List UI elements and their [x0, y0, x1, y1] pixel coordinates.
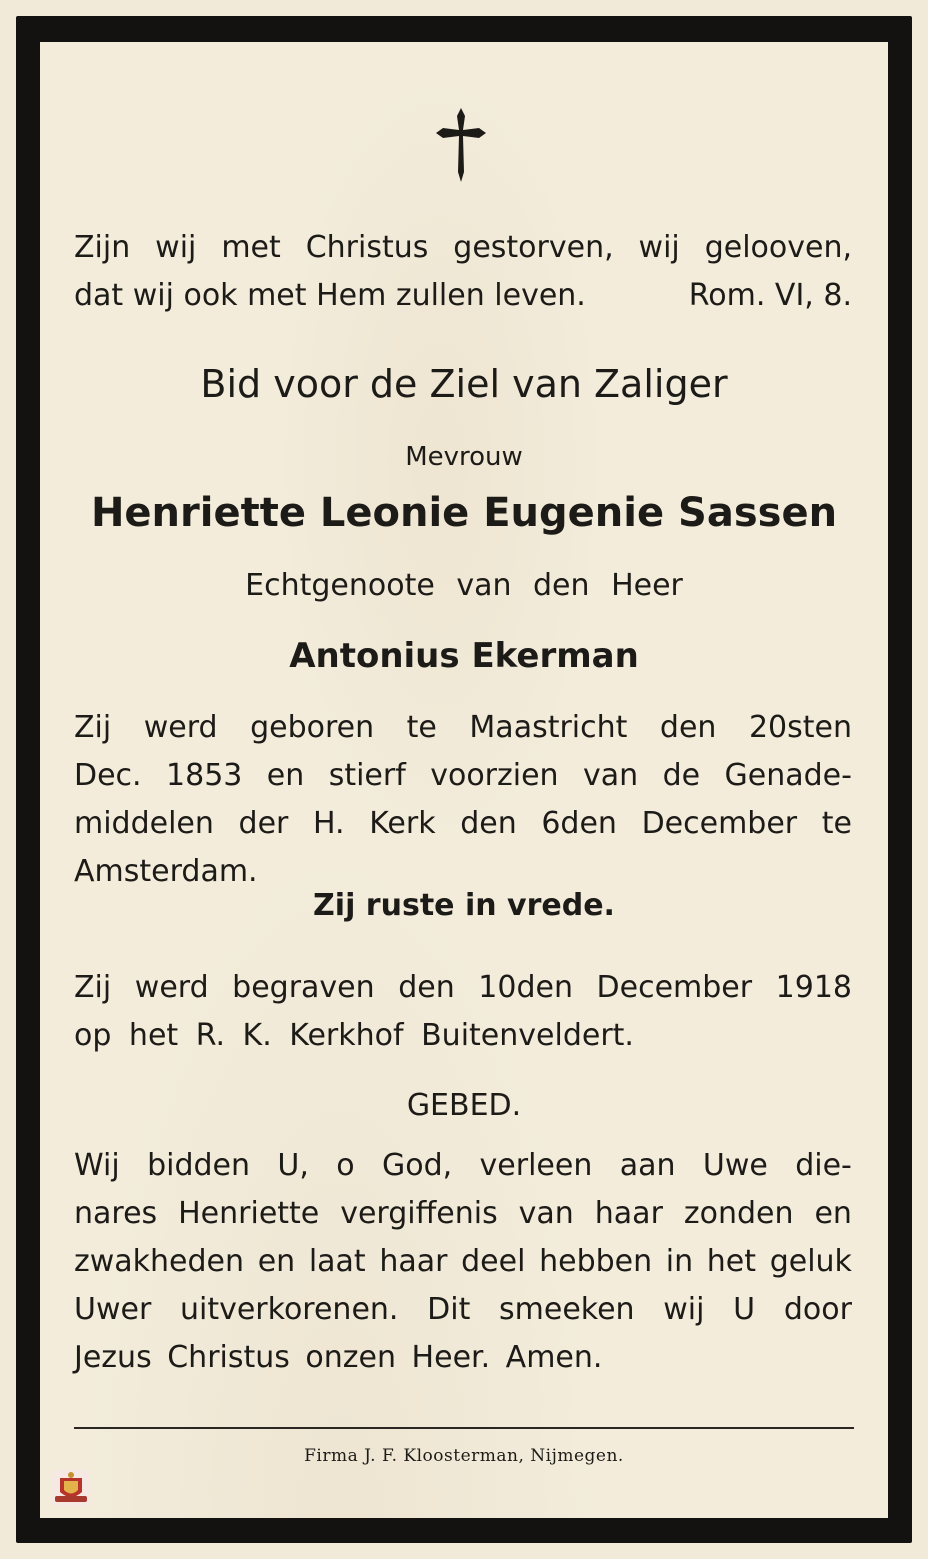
- word: U: [733, 1292, 756, 1327]
- word: werd: [143, 710, 218, 745]
- word: 1853: [166, 758, 243, 793]
- word: laat: [308, 1244, 366, 1279]
- burial-line-1: [74, 970, 852, 1005]
- word: Zijn: [74, 230, 131, 265]
- cross-icon: [434, 106, 488, 184]
- word: December: [641, 806, 798, 841]
- word: voorzien: [430, 758, 559, 793]
- word: God,: [381, 1148, 453, 1183]
- prayer-line-3: [74, 1244, 852, 1279]
- word: Zij: [74, 970, 112, 1005]
- word: geluk: [769, 1244, 852, 1279]
- word: den: [659, 710, 717, 745]
- bio-line-1: [74, 710, 852, 745]
- word: zwakheden: [74, 1244, 245, 1279]
- epigraph-text: dat wij ook met Hem zullen leven.: [74, 278, 586, 313]
- spouse-name: Antonius Ekerman: [289, 636, 639, 676]
- word: de: [662, 758, 701, 793]
- word: Uwe: [702, 1148, 768, 1183]
- scripture-reference: Rom. VI, 8.: [688, 278, 852, 313]
- word: vergiffenis: [340, 1196, 498, 1231]
- prayer-line-5: Jezus Christus onzen Heer. Amen.: [74, 1340, 603, 1375]
- word: te: [821, 806, 852, 841]
- word: en: [257, 1244, 296, 1279]
- word: zonden: [683, 1196, 794, 1231]
- word: deel: [461, 1244, 526, 1279]
- word: uitverkorenen.: [179, 1292, 399, 1327]
- word: December: [596, 970, 753, 1005]
- relation-text: Echtgenoote van den Heer: [245, 568, 683, 603]
- bio-line-2: [74, 758, 852, 793]
- word: van: [518, 1196, 574, 1231]
- word: Dec.: [74, 758, 142, 793]
- word: en: [266, 758, 305, 793]
- word: geboren: [250, 710, 375, 745]
- word: werd: [134, 970, 209, 1005]
- word: door: [783, 1292, 852, 1327]
- word: middelen: [74, 806, 214, 841]
- word: wij: [638, 230, 680, 265]
- prayer-line-2: [74, 1196, 852, 1231]
- word: hebben: [539, 1244, 653, 1279]
- word: der: [238, 806, 289, 841]
- word: Christus: [305, 230, 429, 265]
- word: wij: [155, 230, 197, 265]
- coat-of-arms-logo: [50, 1468, 92, 1508]
- word: in: [665, 1244, 694, 1279]
- epigraph-line-1: [74, 230, 852, 265]
- word: begraven: [232, 970, 375, 1005]
- epigraph-line-2: [74, 278, 852, 313]
- word: van: [583, 758, 639, 793]
- prayer-line-4: [74, 1292, 852, 1327]
- word: Uwer: [74, 1292, 152, 1327]
- word: Genade-: [724, 758, 852, 793]
- word: en: [814, 1196, 852, 1231]
- rest-in-peace: Zij ruste in vrede.: [313, 888, 615, 923]
- word: haar: [594, 1196, 663, 1231]
- word: 10den: [478, 970, 573, 1005]
- word: 6den: [541, 806, 617, 841]
- word: H.: [313, 806, 345, 841]
- prayer-line-1: [74, 1148, 852, 1183]
- word: het: [706, 1244, 757, 1279]
- word: bidden: [147, 1148, 250, 1183]
- word: o: [336, 1148, 355, 1183]
- word: Dit: [427, 1292, 471, 1327]
- word: U,: [277, 1148, 309, 1183]
- word: 1918: [775, 970, 852, 1005]
- word: stierf: [328, 758, 406, 793]
- heading: Bid voor de Ziel van Zaliger: [200, 362, 728, 406]
- word: te: [406, 710, 437, 745]
- word: Maastricht: [469, 710, 628, 745]
- word: met: [221, 230, 281, 265]
- word: aan: [619, 1148, 676, 1183]
- word: wij: [663, 1292, 705, 1327]
- word: 20sten: [748, 710, 852, 745]
- word: den: [460, 806, 517, 841]
- prayer-title: GEBED.: [406, 1088, 522, 1123]
- deceased-name: Henriette Leonie Eugenie Sassen: [90, 490, 838, 536]
- word: smeeken: [499, 1292, 635, 1327]
- word: haar: [379, 1244, 448, 1279]
- title-prefix: Mevrouw: [405, 442, 523, 472]
- word: nares: [74, 1196, 158, 1231]
- word: Henriette: [178, 1196, 320, 1231]
- word: den: [398, 970, 455, 1005]
- bio-line-4: Amsterdam.: [74, 854, 258, 889]
- word: verleen: [479, 1148, 593, 1183]
- word: die-: [795, 1148, 852, 1183]
- word: Zij: [74, 710, 112, 745]
- bio-line-3: [74, 806, 852, 841]
- word: gelooven,: [704, 230, 852, 265]
- divider: [74, 1427, 854, 1429]
- word: Kerk: [369, 806, 436, 841]
- printer-credit: Firma J. F. Kloosterman, Nijmegen.: [304, 1446, 624, 1466]
- burial-line-2: op het R. K. Kerkhof Buitenveldert.: [74, 1018, 634, 1053]
- word: gestorven,: [453, 230, 614, 265]
- word: Wij: [74, 1148, 120, 1183]
